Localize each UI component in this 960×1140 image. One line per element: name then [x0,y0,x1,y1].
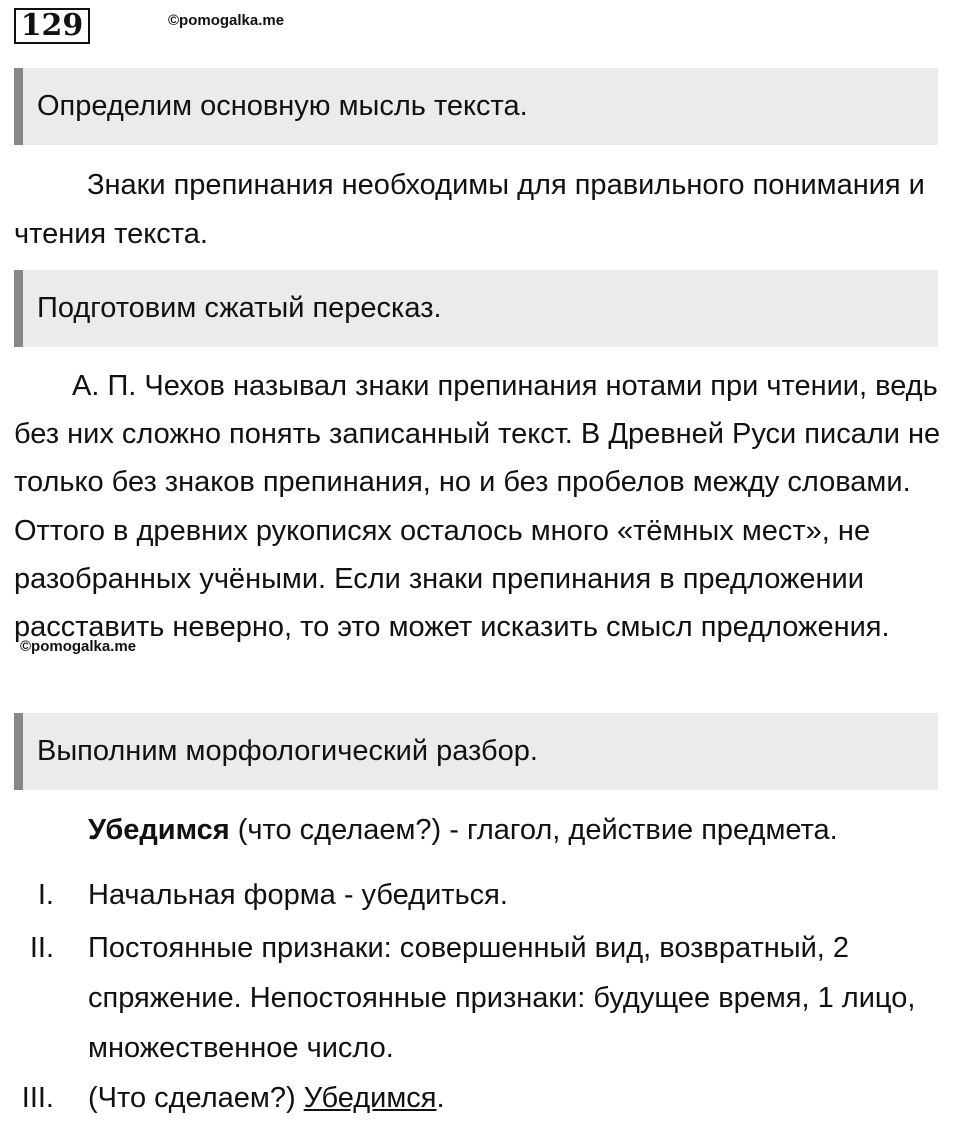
main-idea-paragraph: Знаки препинания необходимы для правильного понимания и чтения текста. [14,169,925,250]
analyzed-word-description: (что сделаем?) - глагол, действие предмета. [229,814,838,846]
list-item-number: II. [29,932,54,964]
analysis-list [0,870,960,1123]
question-text: (Что сделаем?) [88,1082,304,1114]
section-header-morphology: Выполним морфологический разбор. [14,713,938,790]
list-item-text: Постоянные признаки: совершенный вид, возвратный, 2 спряжение. Непостоянные признаки: будущее время, 1 лицо, множественное число. [88,932,916,1064]
list-item-number: I. [37,879,54,911]
watermark: ©pomogalka.me [168,12,285,29]
list-item-text [88,1073,948,1123]
task-number: 129 [14,8,90,44]
underlined-word: Убедимся [303,1082,437,1114]
list-item [0,1073,960,1123]
section-header-summary: Подготовим сжатый пересказ. [14,270,938,347]
list-item [0,870,960,920]
section-header-main-idea: Определим основную мысль текста. [14,68,938,145]
analyzed-word: Убедимся [88,814,230,846]
trailing-punct: . [436,1082,445,1114]
morphology-intro [88,806,948,855]
list-item-number: III. [21,1082,54,1114]
summary-paragraph: А. П. Чехов называл знаки препинания нотами при чтении, ведь без них сложно понять записанный текст. В Древней Руси писали не только без знаков препинания, но и без пробелов между словами. Оттого в древних рукописях осталось много «тёмных мест», не разобранных учёными. Если знаки препинания в предложении расставить неверно, то это может исказить смысл предложения. [14,370,941,644]
list-item [0,923,960,1073]
watermark: ©pomogalka.me [20,638,137,655]
list-item-text: Начальная форма - убедиться. [88,879,508,911]
